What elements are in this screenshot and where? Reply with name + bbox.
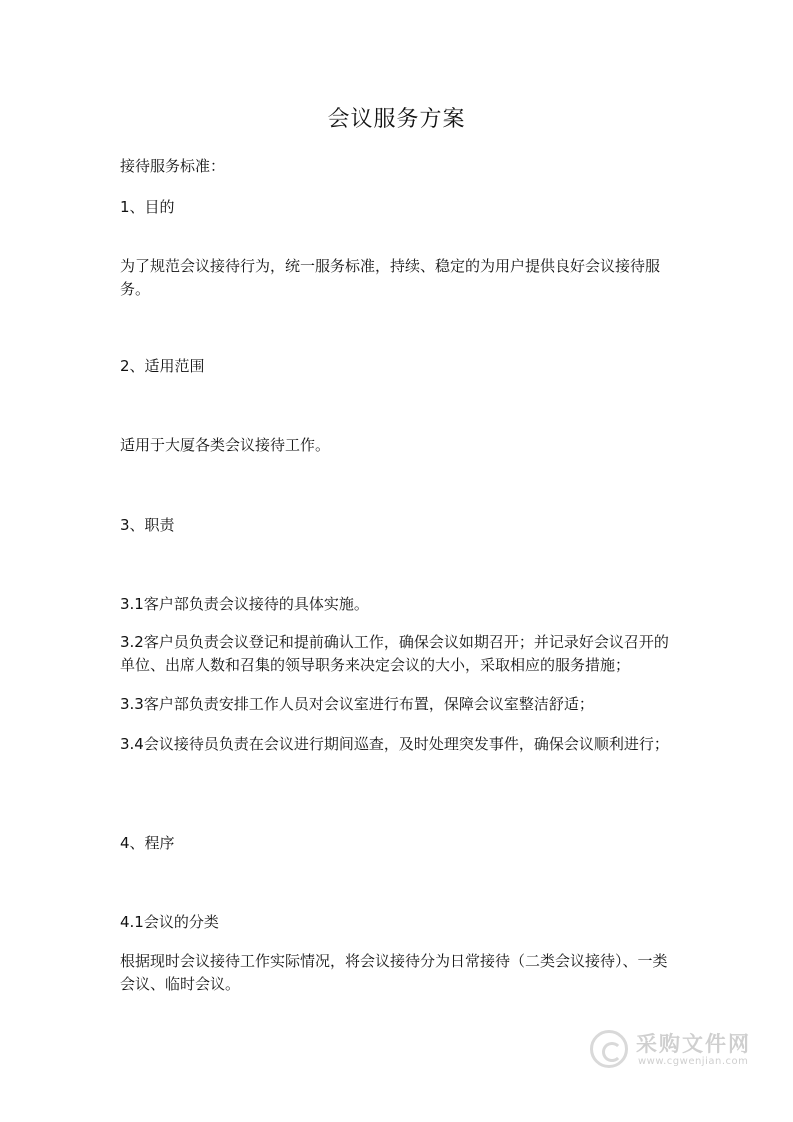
paragraph: 适用于大厦各类会议接待工作。	[120, 436, 331, 454]
paragraph: 3.3客户部负责安排工作人员对会议室进行布置，保障会议室整洁舒适；	[120, 695, 594, 713]
watermark-url: www.cgwenjian.com	[638, 1056, 749, 1067]
paragraph: 3.4会议接待员负责在会议进行期间巡查，及时处理突发事件，确保会议顺利进行；	[120, 735, 669, 753]
paragraph: 接待服务标准：	[120, 157, 226, 175]
watermark-text: 采购文件网	[636, 1032, 751, 1056]
section-heading: 4、程序	[120, 834, 175, 852]
section-heading: 2、适用范围	[120, 357, 205, 375]
watermark	[590, 1026, 760, 1076]
paragraph: 为了规范会议接待行为，统一服务标准，持续、稳定的为用户提供良好会议接待服务。	[120, 257, 661, 298]
paragraph: 3.1客户部负责会议接待的具体实施。	[120, 595, 369, 613]
paragraph: 根据现时会议接待工作实际情况，将会议接待分为日常接待（二类会议接待）、一类会议、临时会议。	[120, 952, 668, 993]
cgwenjian-logo-icon	[590, 1030, 628, 1068]
document-title: 会议服务方案	[327, 107, 466, 132]
subsection-heading: 4.1会议的分类	[120, 913, 219, 931]
section-heading: 1、目的	[120, 198, 175, 216]
paragraph: 3.2客户员负责会议登记和提前确认工作，确保会议如期召开；并记录好会议召开的单位、出席人数和召集的领导职务来决定会议的大小，采取相应的服务措施；	[120, 633, 669, 674]
section-heading: 3、职责	[120, 516, 175, 534]
